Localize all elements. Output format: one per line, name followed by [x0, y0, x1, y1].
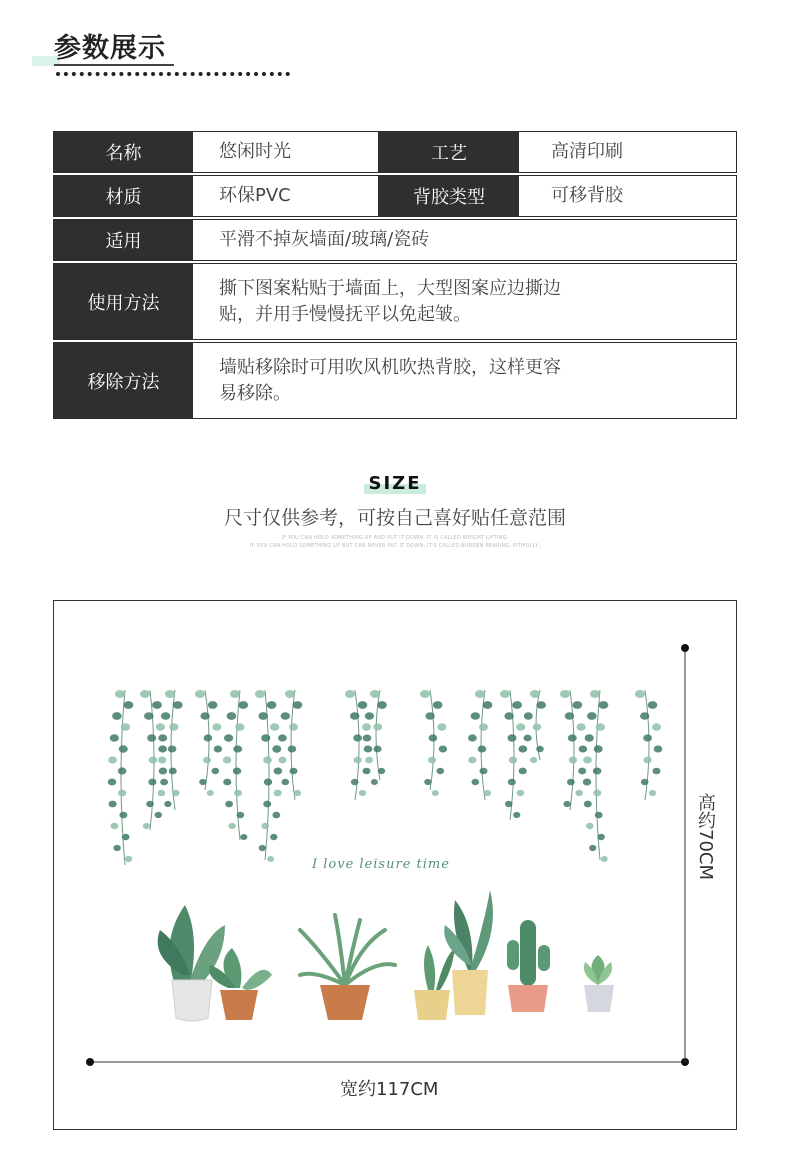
param-value-craft: 高清印刷: [551, 141, 623, 162]
param-label-craft: 工艺: [379, 132, 519, 172]
width-label: 宽约117CM: [340, 1079, 439, 1100]
white-pot-plant-icon: [158, 905, 225, 1021]
param-value-applicable: 平滑不掉灰墙面/玻璃/瓷砖: [219, 229, 430, 250]
param-label-removal: 移除方法: [54, 343, 193, 418]
param-value-adhesive: 可移背胶: [551, 185, 623, 206]
param-value-material: 环保PVC: [193, 176, 379, 216]
param-label-applicable: 适用: [54, 220, 193, 260]
decorative-script-text: I love leisure time: [312, 857, 450, 872]
usage-line-2: 贴，并用手慢慢抚平以免起皱。: [219, 303, 471, 325]
height-dimension-line: [681, 644, 689, 1062]
size-subtitle: 尺寸仅供参考，可按自己喜好贴任意范围: [223, 507, 566, 529]
param-label-adhesive: 背胶类型: [379, 176, 519, 216]
terracotta-pot-large-icon: [320, 985, 370, 1020]
terracotta-pot-small-icon: [209, 948, 272, 1020]
param-label-usage: 使用方法: [54, 264, 193, 339]
size-tagline-2: IF YOU CAN HOLD SOMETHING UP BUT CAN NEVER PUT IT DOWN, IT'S CALLED BURDEN BEARING. PITIFULLY,: [249, 543, 541, 549]
section-title: 参数展示: [54, 33, 166, 64]
hanging-vines-group: [108, 690, 663, 865]
removal-line-2: 易移除。: [219, 382, 291, 404]
yellow-pot-plants-icon: [414, 890, 493, 1020]
size-heading: SIZE: [368, 473, 422, 494]
potted-plants-group: [158, 890, 614, 1021]
grass-pot-icon: [300, 915, 395, 985]
param-label-name: 名称: [54, 132, 193, 172]
width-dimension-line: [86, 1058, 689, 1066]
size-tagline-1: IF YOU CAN HOLD SOMETHING UP AND PUT IT DOWN, IT IS CALLED WEIGHT LIFTING;: [281, 535, 509, 541]
param-value-name: 悠闲时光: [193, 132, 379, 172]
cactus-pot-icon: [507, 920, 550, 1012]
param-label-material: 材质: [54, 176, 193, 216]
usage-line-1: 撕下图案粘贴于墙面上，大型图案应边撕边: [219, 277, 561, 299]
succulent-pot-icon: [584, 955, 614, 1012]
height-label: 高约70CM: [695, 793, 716, 881]
removal-line-1: 墙贴移除时可用吹风机吹热背胶，这样更容: [219, 356, 561, 378]
